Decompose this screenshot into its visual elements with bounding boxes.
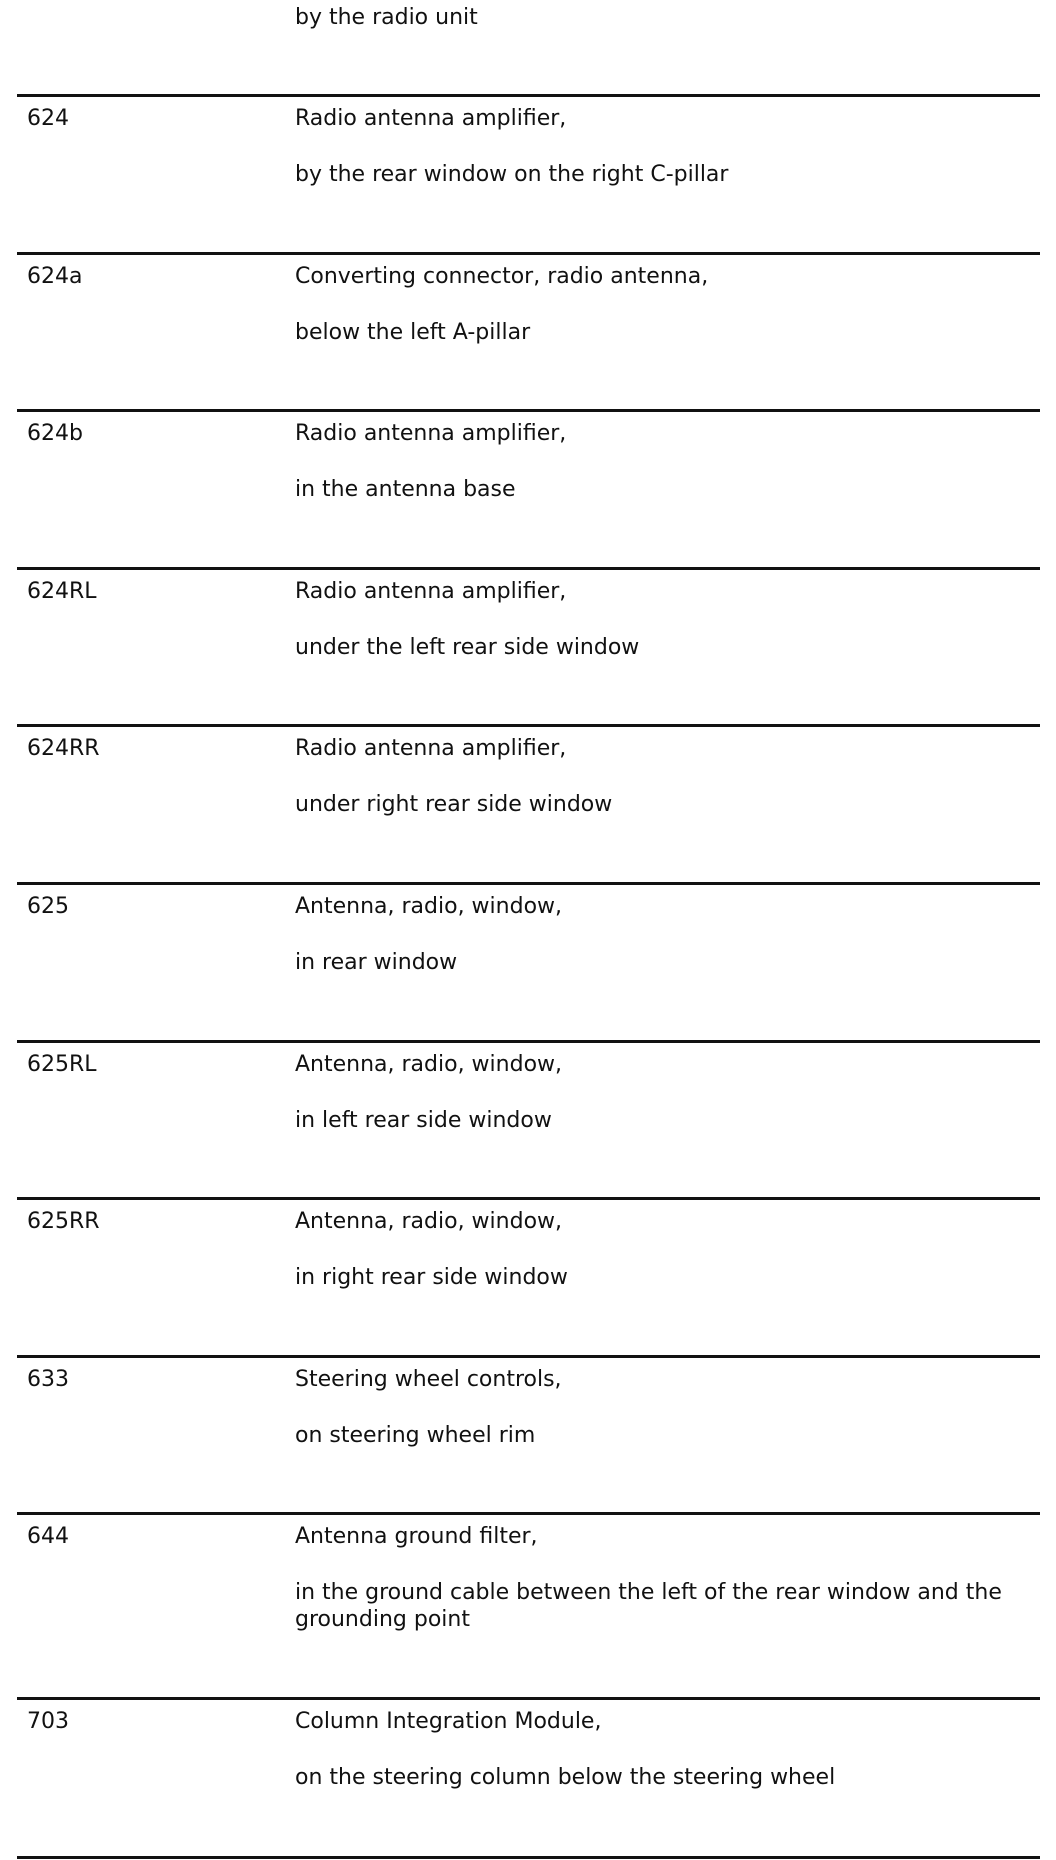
- component-code: 624a: [27, 264, 83, 289]
- component-location: under the left rear side window: [295, 635, 640, 660]
- component-description: [295, 894, 1035, 976]
- entry-row: [17, 567, 1040, 724]
- entry-row: [17, 1697, 1040, 1856]
- component-description: [295, 1524, 1035, 1633]
- entry-row: [17, 409, 1040, 567]
- component-location: under right rear side window: [295, 792, 613, 817]
- component-code: 703: [27, 1709, 69, 1734]
- component-description: [295, 1709, 1035, 1791]
- entry-row: [17, 1355, 1040, 1512]
- component-code: 644: [27, 1524, 69, 1549]
- component-title: Radio antenna amplifier,: [295, 421, 567, 446]
- component-title: Radio antenna amplifier,: [295, 106, 567, 131]
- entry-row: [17, 1197, 1040, 1355]
- component-title: Column Integration Module,: [295, 1709, 602, 1734]
- entry-row: [17, 724, 1040, 882]
- component-location: below the left A-pillar: [295, 320, 531, 345]
- component-location: by the rear window on the right C-pillar: [295, 162, 729, 187]
- component-code: 625RL: [27, 1052, 97, 1077]
- component-description: [295, 1052, 1035, 1134]
- component-code: 624RR: [27, 736, 100, 761]
- component-code: 624b: [27, 421, 83, 446]
- component-location: in left rear side window: [295, 1108, 552, 1133]
- component-code: 625: [27, 894, 69, 919]
- component-description: [295, 1367, 1035, 1449]
- bottom-divider: [17, 1856, 1040, 1859]
- entry-row: [17, 94, 1040, 252]
- component-description: [295, 579, 1035, 661]
- entry-row: [17, 1512, 1040, 1697]
- component-location: in the antenna base: [295, 477, 516, 502]
- component-title: Antenna, radio, window,: [295, 894, 563, 919]
- component-description: [295, 421, 1035, 503]
- component-description: [295, 264, 1035, 346]
- component-location: in right rear side window: [295, 1265, 568, 1290]
- component-location: in the ground cable between the left of the rear window and the grounding point: [295, 1580, 1002, 1632]
- component-location: on the steering column below the steering wheel: [295, 1765, 836, 1790]
- component-code: 625RR: [27, 1209, 100, 1234]
- component-description: [295, 1209, 1035, 1291]
- continued-location-text: by the radio unit: [295, 5, 478, 30]
- component-description: [295, 106, 1035, 188]
- component-code: 624RL: [27, 579, 97, 604]
- component-code: 633: [27, 1367, 69, 1392]
- component-location: in rear window: [295, 950, 458, 975]
- component-title: Steering wheel controls,: [295, 1367, 562, 1392]
- entry-row: [17, 252, 1040, 409]
- entry-row: [17, 882, 1040, 1040]
- component-description: [295, 736, 1035, 818]
- component-title: Antenna, radio, window,: [295, 1209, 563, 1234]
- component-location: on steering wheel rim: [295, 1423, 536, 1448]
- component-title: Converting connector, radio antenna,: [295, 264, 709, 289]
- component-title: Antenna ground filter,: [295, 1524, 538, 1549]
- component-code: 624: [27, 106, 69, 131]
- entry-row: [17, 1040, 1040, 1197]
- component-title: Radio antenna amplifier,: [295, 736, 567, 761]
- component-title: Antenna, radio, window,: [295, 1052, 563, 1077]
- component-title: Radio antenna amplifier,: [295, 579, 567, 604]
